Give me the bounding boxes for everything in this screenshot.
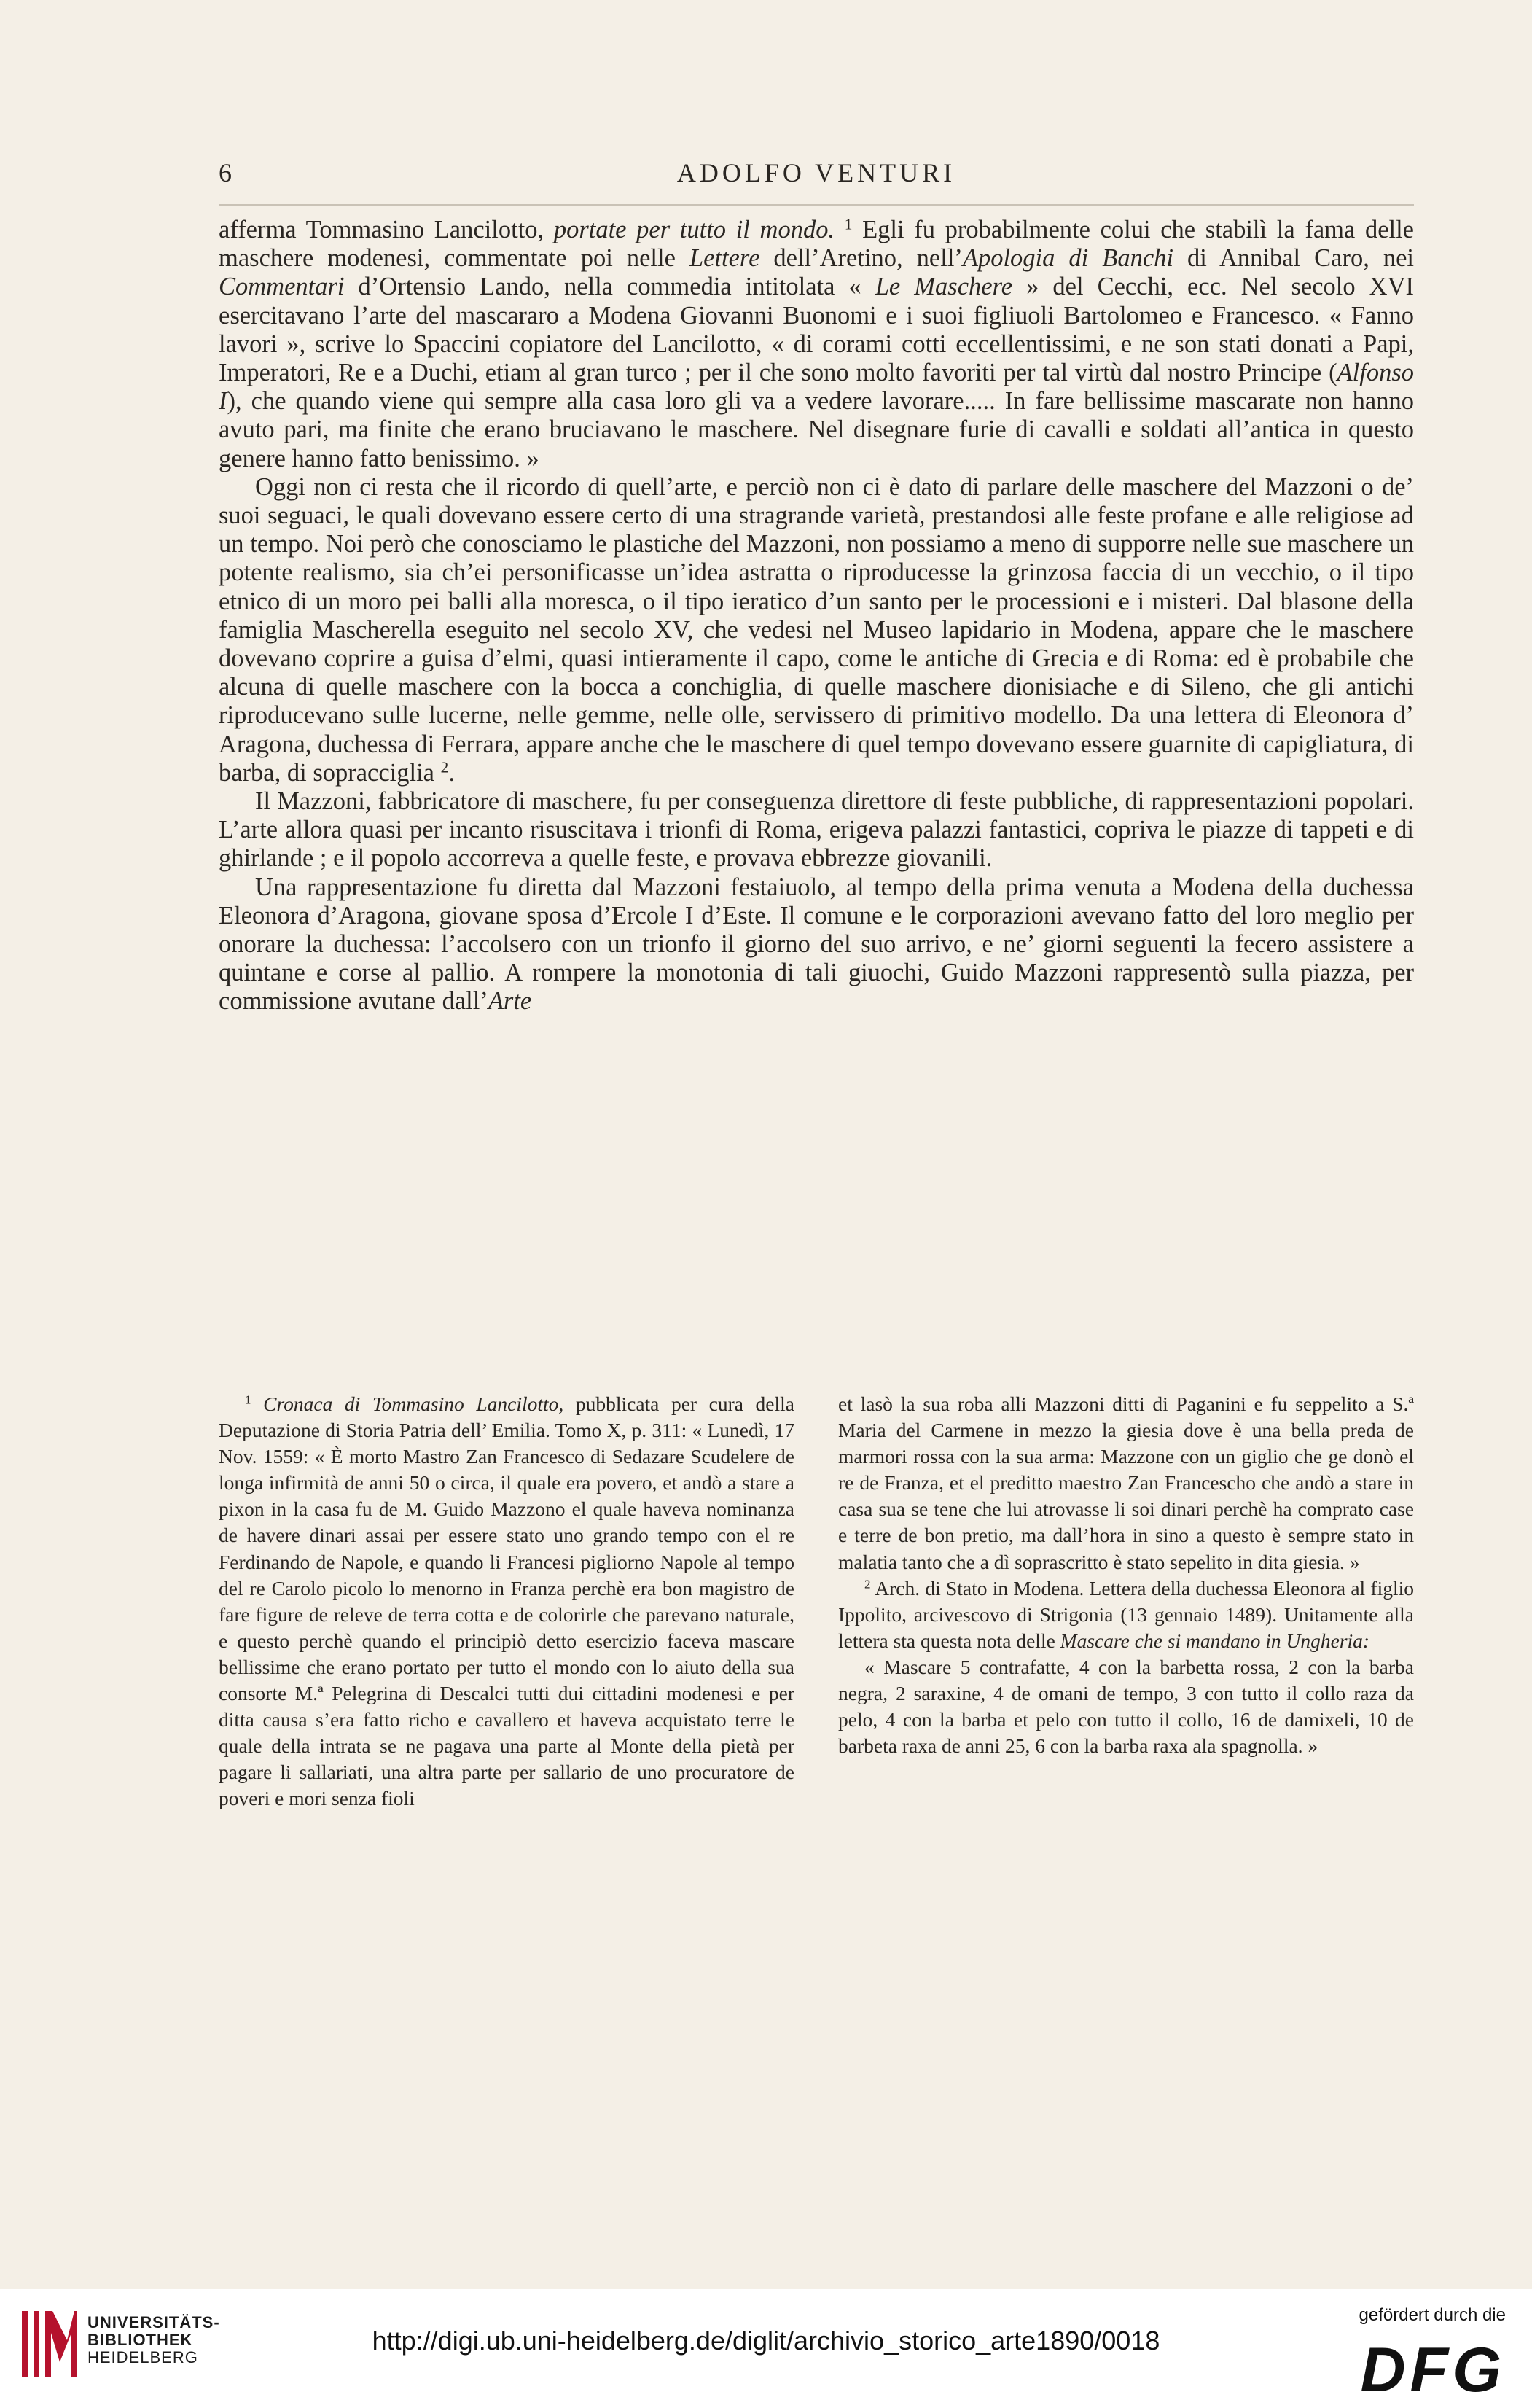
- footnote-2-quote: « Mascare 5 contrafatte, 4 con la barbetta rossa, 2 con la barba negra, 2 saraxine, 4 de omani de tempo, 3 con tutto il collo raza da pelo, 4 con la barba et pelo con tutto il collo, 16 de damixeli, 10 de barbeta raxa de anni 25, 6 con la barba raxa ala spagnolla. »: [838, 1655, 1414, 1758]
- paragraph-4: Una rappresentazione fu diretta dal Mazzoni festaiuolo, al tempo della prima venuta a Modena della duchessa Eleonora d’Aragona, giovane sposa d’Ercole I d’Este. Il comune e le corporazioni avevano fatto del loro meglio per onorare la duchessa: l’accolsero con un trionfo il giorno del suo arrivo, e ne’ giorni seguenti la fecero assistere a quintane e corse al pallio. A rompere la monotonia di tali giuochi, Guido Mazzoni rappresentò sulla piazza, per commissione avutane dall’Arte: [219, 873, 1414, 1016]
- footnotes: [219, 1391, 1414, 1812]
- footnotes-left-column: [219, 1391, 794, 1812]
- paragraph-1: afferma Tommasino Lancilotto, portate per tutto il mondo. $^1$ Egli fu probabilmente colui che stabilì la fama delle maschere modenesi, commentate poi nelle Lettere dell’Aretino, nell’Apologia di Banchi di Annibal Caro, nei Commentari d’Ortensio Lando, nella commedia intitolata « Le Maschere » del Cecchi, ecc. Nel secolo XVI esercitavano l’arte del mascararo a Modena Giovanni Buonomi e i suoi figliuoli Bartolomeo e Francesco. « Fanno lavori », scrive lo Spaccini copiatore del Lancilotto, « di corami cotti eccellentissimi, e ne son stati donati a Papi, Imperatori, Re e a Duchi, etiam al gran turco ; per il che sono molto favoriti per tal virtù dal nostro Principe (Alfonso I), che quando viene qui sempre alla casa loro gli va a vedere lavorare..... In fare bellissime mascarate non hanno avuto pari, ma finite che erano bruciavano le maschere. Nel disegnare furie di cavalli e soldati all’antica in questo genere hanno fatto benissimo. »: [219, 215, 1414, 472]
- footnote-2: $^2$ Arch. di Stato in Modena. Lettera della duchessa Eleonora al figlio Ippolito, arcivescovo di Strigonia (13 gennaio 1489). Unitamente alla lettera sta questa nota delle Mascare che si mandano in Ungheria:: [838, 1576, 1414, 1652]
- funder-label: gefördert durch die: [1359, 2305, 1506, 2325]
- source-url-link[interactable]: http://digi.ub.uni-heidelberg.de/diglit/archivio_storico_arte1890/0018: [372, 2326, 1160, 2356]
- footnote-1-continued: et lasò la sua roba alli Mazzoni ditti di Paganini e fu seppelito a S.ª Maria del Carmene in mezzo la giesia dove è una bella preda de marmori rossa con la sua arma: Mazzone con un giglio che ge donò el re de Franza, et el preditto maestro Zan Francescho che andò a stare in casa sua se tene che lui atrovasse li soi dinari perchè ha comprato case e terre de bon pretio, ma dall’hora in sino a questo è sempre stato in malatia tanto che a dì soprascritto è stato sepelito in dita giesia. »: [838, 1392, 1414, 1573]
- page-header: [219, 152, 1414, 195]
- footnotes-right-column: [838, 1391, 1414, 1812]
- dfg-logo: DFG: [1360, 2335, 1506, 2405]
- page-number: 6: [219, 158, 232, 187]
- footnote-ref-2[interactable]: 2: [440, 758, 449, 776]
- paragraph-3: Il Mazzoni, fabbricatore di maschere, fu per conseguenza direttore di feste pubbliche, di rappresentazioni popolari. L’arte allora quasi per incanto risuscitava i trionfi di Roma, erigeva palazzi fantastici, copriva le piazze di tappeti e di ghirlande ; e il popolo accorreva a quelle feste, e provava ebbrezze giovanili.: [219, 787, 1414, 873]
- paragraph-2: Oggi non ci resta che il ricordo di quell’arte, e perciò non ci è dato di parlare delle maschere del Mazzoni o de’ suoi seguaci, le quali dovevano essere certo di una stragrande varietà, prestandosi alle feste profane e alle religiose ad un tempo. Noi però che conosciamo le plastiche del Mazzoni, non possiamo a meno di supporre nelle sue maschere un potente realismo, sia ch’ei personificasse un’idea astratta o riproducesse la grinzosa faccia di un vecchio, o il tipo etnico di un moro pei balli alla moresca, o il tipo ieratico d’un santo per le processioni e i misteri. Dal blasone della famiglia Mascherella eseguito nel secolo XV, che vedesi nel Museo lapidario in Modena, appare che le maschere dovevano coprire a guisa d’elmi, quasi intieramente il capo, come le antiche di Grecia e di Roma: ed è probabile che alcuna di quelle maschere con la bocca a conchiglia, di quelle maschere dionisiache e di Sileno, che gli antichi riproducevano sulle lucerne, nelle gemme, nelle olle, servissero di primitivo modello. Da una lettera di Eleonora d’ Aragona, duchessa di Ferrara, appare anche che le maschere di quel tempo dovevano essere guarnite di capigliatura, di barba, di sopracciglia $^2$.: [219, 472, 1414, 787]
- running-title: ADOLFO VENTURI: [676, 158, 956, 187]
- university-library-name: UNIVERSITÄTS- BIBLIOTHEK HEIDELBERG: [87, 2313, 220, 2366]
- main-text: [219, 216, 1414, 1016]
- footer-bar: [0, 2289, 1532, 2408]
- footnote-ref-1[interactable]: 1: [844, 215, 853, 233]
- footnote-1: $^1$ Cronaca di Tommasino Lancilotto, pubblicata per cura della Deputazione di Storia Patria dell’ Emilia. Tomo X, p. 311: « Lunedì, 17 Nov. 1559: « È morto Mastro Zan Francesco di Sedazare Scudelere de longa infirmità de anni 50 o circa, il quale era povero, et andò a stare a pixon in la casa fu de M. Guido Mazzono el quale haveva nominanza de havere dinari assai per essere stato uno grando tempo con el re Ferdinando de Napole, e quando li Francesi pigliorno Napole al tempo del re Carolo picolo lo menorno in Franza perchè era bon magistro de fare figure de releve de terra cotta e de colorirle che parevano naturale, e questo perchè quando el principiò detto esercizio faceva mascare bellissime che erano portato per tutto el mondo con lo aiuto della sua consorte M.ª Pelegrina di Descalci tutti dui cittadini modenesi e per ditta causa s’era fatto richo e cavallero et haveva acquistato terre le quale della intrata se ne pagava una parte al Monte della pietà per pagare li sallariati, una altra parte per sallario de uno procuratore de poveri e mori senza fioli: [219, 1392, 794, 1810]
- header-rule: [219, 204, 1414, 206]
